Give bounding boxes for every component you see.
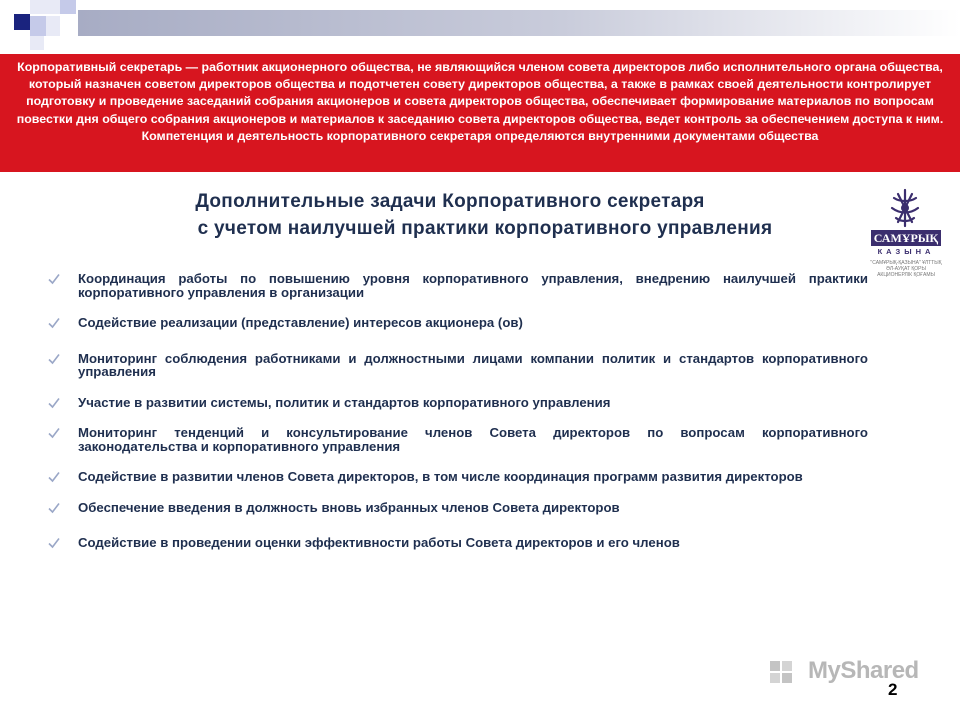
task-item: [48, 470, 868, 484]
checkmark-icon: [48, 273, 60, 285]
task-text: Участие в развитии системы, политик и стандартов корпоративного управления: [78, 394, 611, 410]
logo-subtitle: КАЗЫНА: [877, 247, 935, 256]
task-item: [48, 501, 868, 515]
task-item: [48, 426, 868, 453]
snow-leopard-emblem-icon: [868, 186, 942, 230]
task-item: [48, 396, 868, 410]
task-text: Обеспечение введения в должность вновь избранных членов Совета директоров: [78, 499, 620, 515]
task-text: Содействие в проведении оценки эффективности работы Совета директоров и его членов: [78, 535, 680, 550]
tasks-list: [48, 272, 868, 550]
deco-square-light: [46, 16, 60, 36]
task-text: Координация работы по повышению уровня корпоративного управления, внедрению наилучшей практики корпоративного управления в организации: [78, 271, 868, 300]
task-item: [48, 536, 868, 550]
slide-title: [0, 188, 960, 242]
company-logo: [868, 186, 942, 286]
deco-square-light: [30, 0, 46, 14]
task-text: Мониторинг соблюдения работниками и должностными лицами компании политик и стандартов корпоративного управления: [78, 350, 868, 379]
task-item: [48, 272, 868, 299]
banner-text: Корпоративный секретарь — работник акционерного общества, не являющийся членом совета директоров либо исполнительного органа общества, который назначен советом директоров общества и подотчетен совету директоров общества, а также в рамках своей деятельности контролирует подготовку и проведение заседаний собрания акционеров и совета директоров общества, обеспечивает формирование материалов по вопросам повестки дня общего собрания акционеров и материалов к заседанию совета директоров общества, ведет контроль за обеспечением доступа к ним. Компетенция и деятельность корпоративного секретаря определяются внутренними документами общества: [16, 60, 944, 143]
task-item: [48, 352, 868, 379]
logo-fine-print: "САМҰРЫҚ-ҚАЗЫНА" ҰЛТТЫҚ ӘЛ-АУҚАТ ҚОРЫ АКЦИОНЕРЛІК ҚОҒАМЫ: [870, 260, 942, 278]
header-gradient-bar: [78, 10, 960, 36]
checkmark-icon: [48, 397, 60, 409]
task-text: Содействие реализации (представление) интересов акционера (ов): [78, 315, 523, 330]
watermark: [768, 655, 928, 689]
task-text: Мониторинг тенденций и консультирование членов Совета директоров по вопросам корпоративного законодательства и корпоративного управления: [78, 425, 868, 454]
deco-square-blue: [30, 16, 46, 36]
deco-square-light: [46, 0, 60, 14]
deco-square-navy: [14, 14, 30, 30]
title-line-2: с учетом наилучшей практики корпоративного управления: [197, 218, 773, 239]
checkmark-icon: [48, 317, 60, 329]
deco-square-light: [30, 36, 44, 50]
checkmark-icon: [48, 502, 60, 514]
logo-brand: САМҰРЫҚ: [871, 230, 941, 246]
deco-square-blue: [60, 0, 76, 14]
watermark-text: MyShared: [808, 657, 919, 684]
title-line-1: Дополнительные задачи Корпоративного секретаря: [195, 191, 705, 212]
checkmark-icon: [48, 537, 60, 549]
checkmark-icon: [48, 427, 60, 439]
checkmark-icon: [48, 353, 60, 365]
page-number: 2: [888, 680, 898, 699]
task-item: [48, 316, 868, 330]
definition-banner: [0, 54, 960, 172]
task-text: Содействие в развитии членов Совета директоров, в том числе координация программ развития директоров: [78, 469, 803, 484]
checkmark-icon: [48, 471, 60, 483]
watermark-logo-icon: [768, 657, 804, 687]
